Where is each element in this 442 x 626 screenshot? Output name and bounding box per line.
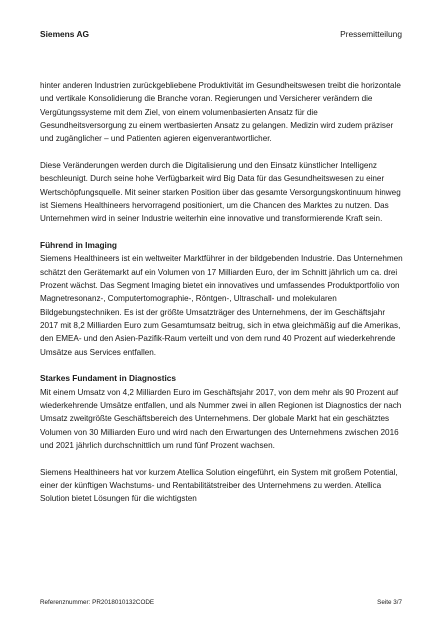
paragraph: Siemens Healthineers hat vor kurzem Atellica Solution eingeführt, ein System mit großem Potential, einer der künftigen Wachstums- und Rentabilitätstreiber des Unternehmens zu werden. Atellica Solution bietet Lösungen für die wichtigsten: [40, 467, 398, 504]
reference-number: Referenznummer: PR2018010132CODE: [40, 599, 155, 606]
page-header: [40, 29, 402, 43]
section-heading-diagnostics: Starkes Fundament in Diagnostics: [40, 373, 177, 384]
paragraph: Mit einem Umsatz von 4,2 Milliarden Euro im Geschäftsjahr 2017, von dem mehr als 90 Prozent auf wiederkehrende Umsätze entfallen, und als Nummer zwei in allen Regionen ist Diagnostics der nach Umsatz zweitgrößte Geschäftsbereich des Unternehmens. Der globale Markt hat ein geschätztes Volumen von 30 Milliarden Euro und wird nach den Erwartungen des Unternehmens zwischen 2016 und 2021 jährlich durchschnittlich um rund fünf Prozent wachsen.: [40, 387, 402, 451]
section-heading-imaging: Führend in Imaging: [40, 240, 117, 251]
document-type: Pressemitteilung: [340, 29, 402, 39]
paragraph: Diese Veränderungen werden durch die Digitalisierung und den Einsatz künstlicher Intelligenz beschleunigt. Durch seine hohe Verfügbarkeit wird Big Data für das Gesundheitswesen zu einer Wertschöpfungsquelle. Mit seiner starken Position über das gesamte Versorgungskontinuum hinweg ist Siemens Healthineers hervorragend positioniert, um die Chancen des Marktes zu nutzen. Das Unternehmen wird in seiner Industrie weiterhin eine innovative und transformierende Kraft sein.: [40, 161, 401, 224]
company-name: Siemens AG: [40, 29, 90, 39]
paragraph: Siemens Healthineers ist ein weltweiter Marktführer in der bildgebenden Industrie. Das Unternehmen schätzt den Gerätemarkt auf ein Volumen von 17 Milliarden Euro, der im Schnitt jährlich um ca. drei Prozent wächst. Das Segment Imaging bietet ein innovatives und umfassendes Produktportfolio von Magnetresonanz-, Computertomographie-, Röntgen-, Ultraschall- und molekularen Bildgebungstechniken. Es ist der größte Umsatzträger des Unternehmens, der im Geschäftsjahr 2017 mit 8,2 Milliarden Euro zum Gesamtumsatz beitrug, sich in etwa gleichmäßig auf die Amerikas, den EMEA- und den Asien-Pazifik-Raum verteilt und von dem rund 40 Prozent auf wiederkehrende Umsätze aus Services entfallen.: [40, 254, 403, 357]
page-number: Seite 3/7: [377, 599, 402, 606]
paragraph: hinter anderen Industrien zurückgebliebene Produktivität im Gesundheitswesen treibt die horizontale und vertikale Konsolidierung die Branche voran. Regierungen und Versicherer verändern die Vergütungssysteme mit dem Ziel, von einem volumenbasierten Ansatz für die Gesundheitsversorgung zu einem wertbasierten Ansatz zu gelangen. Medizin wird zudem präziser und zugänglicher – und Patienten agieren eigenverantwortlicher.: [40, 81, 401, 144]
document-body: [40, 79, 404, 519]
